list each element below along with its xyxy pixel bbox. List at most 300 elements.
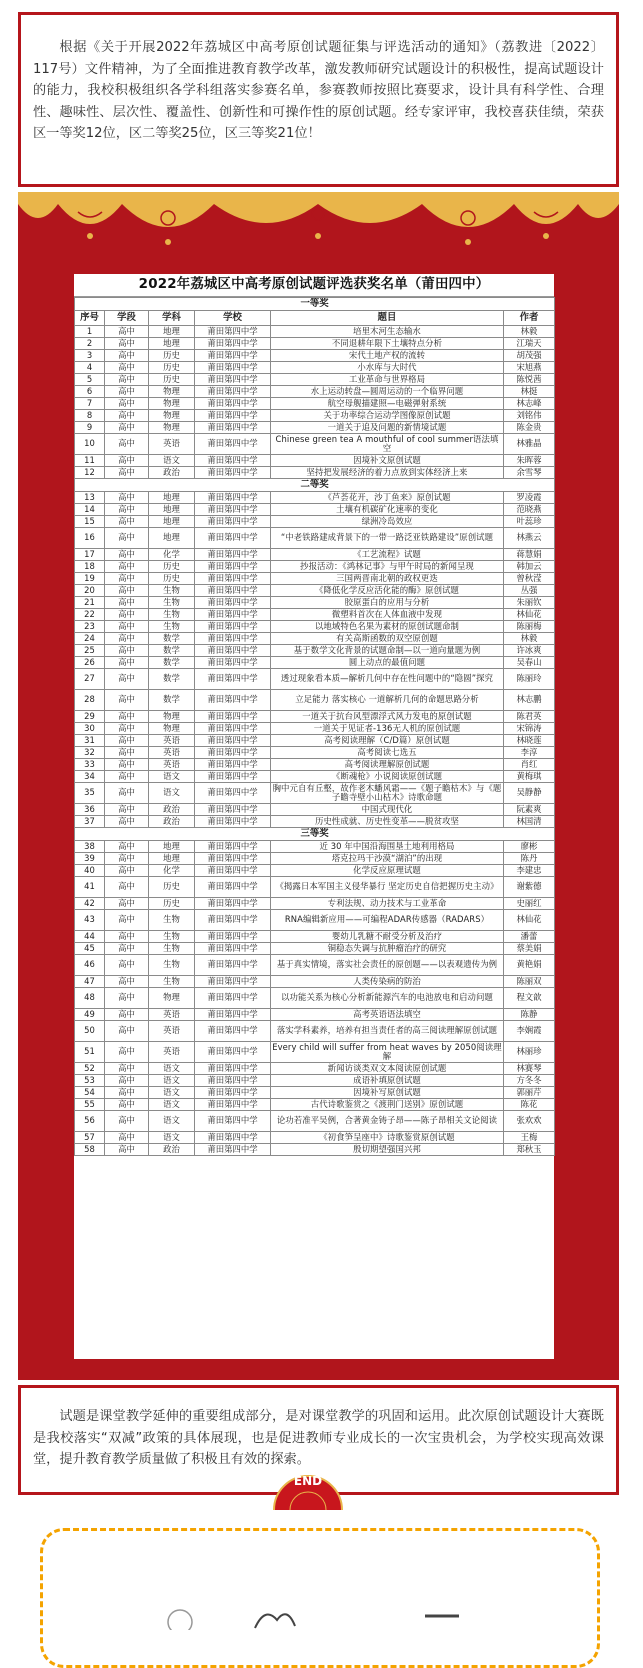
subject: 语文 [149,1075,195,1087]
school-stage: 高中 [105,422,149,434]
table-row [75,1087,555,1099]
table-row [75,386,555,398]
row-number: 40 [75,865,105,877]
school-name: 莆田第四中学 [195,609,271,621]
row-number: 5 [75,374,105,386]
table-row [75,1111,555,1132]
table-row [75,516,555,528]
school-stage: 高中 [105,410,149,422]
school-name: 莆田第四中学 [195,633,271,645]
outro-paragraph: 试题是课堂教学延伸的重要组成部分，是对课堂教学的巩固和运用。此次原创试题设计大赛既是我校落实“双减”政策的具体展现，也是促进教师专业成长的一次宝贵机会，为学校实现高效课堂，提升教育教学质量做了积极且有效的探索。 [33,1409,604,1467]
row-number: 25 [75,645,105,657]
topic-title: “中老铁路建成背景下的一带一路泛亚铁路建设”原创试题 [271,528,504,549]
row-number: 20 [75,585,105,597]
topic-title: 落实学科素养，培养有担当责任者的高三阅读理解原创试题 [271,1021,504,1042]
table-row [75,976,555,988]
row-number: 55 [75,1099,105,1111]
author-name: 肖红 [504,759,555,771]
table-row [75,561,555,573]
topic-title: 《芦荟花开，沙丁鱼来》原创试题 [271,492,504,504]
row-number: 23 [75,621,105,633]
school-stage: 高中 [105,816,149,828]
subject: 数学 [149,669,195,690]
award-list-sheet [74,274,554,1359]
topic-title: 专利法规、动力技术与工业革命 [271,898,504,910]
row-number: 6 [75,386,105,398]
author-name: 余雪琴 [504,467,555,479]
school-stage: 高中 [105,657,149,669]
subject: 生物 [149,976,195,988]
subject: 政治 [149,804,195,816]
award-table-body [75,298,555,1156]
author-name: 陈丽双 [504,976,555,988]
topic-title: 胸中元自有丘壑，故作老木蟠风霜——《题子瞻枯木》与《题子瞻寺壁小山枯木》诗歌命题 [271,783,504,804]
subject: 语文 [149,1132,195,1144]
topic-title: 高考英语语法填空 [271,1009,504,1021]
table-row [75,669,555,690]
school-stage: 高中 [105,669,149,690]
author-name: 宋旭燕 [504,362,555,374]
topic-title: 高考阅读理解原创试题 [271,759,504,771]
table-row [75,1009,555,1021]
school-name: 莆田第四中学 [195,690,271,711]
row-number: 30 [75,723,105,735]
school-stage: 高中 [105,759,149,771]
award-table [74,297,555,1156]
subject: 政治 [149,467,195,479]
subject: 地理 [149,326,195,338]
table-row [75,467,555,479]
row-number: 15 [75,516,105,528]
table-row [75,1021,555,1042]
table-row [75,326,555,338]
subject: 英语 [149,759,195,771]
row-number: 58 [75,1144,105,1156]
topic-title: 高考阅读七选五 [271,747,504,759]
row-number: 52 [75,1063,105,1075]
row-number: 26 [75,657,105,669]
subject: 英语 [149,747,195,759]
school-name: 莆田第四中学 [195,931,271,943]
author-name: 方冬冬 [504,1075,555,1087]
school-stage: 高中 [105,1144,149,1156]
subject: 生物 [149,621,195,633]
topic-title: 以地域特色名果为素材的原创试题命制 [271,621,504,633]
author-name: 林仙花 [504,910,555,931]
school-name: 莆田第四中学 [195,747,271,759]
school-name: 莆田第四中学 [195,1063,271,1075]
row-number: 28 [75,690,105,711]
topic-title: 殷切期望强国兴邦 [271,1144,504,1156]
topic-title: Every child will suffer from heat waves by 2050阅读理解 [272,1041,502,1061]
row-number: 51 [75,1042,105,1063]
school-stage: 高中 [105,1021,149,1042]
school-stage: 高中 [105,633,149,645]
author-name: 陈丽玲 [504,669,555,690]
school-stage: 高中 [105,1132,149,1144]
subject: 地理 [149,492,195,504]
row-number: 43 [75,910,105,931]
school-stage: 高中 [105,597,149,609]
author-name: 林丽珍 [504,1042,555,1063]
row-number: 44 [75,931,105,943]
topic-title: 高考阅读理解（C/D篇）原创试题 [271,735,504,747]
author-name: 林雅晶 [504,434,555,455]
school-stage: 高中 [105,338,149,350]
row-number: 31 [75,735,105,747]
author-name: 韩加云 [504,561,555,573]
row-number: 42 [75,898,105,910]
topic-title: 胶原蛋白的应用与分析 [271,597,504,609]
table-row [75,338,555,350]
topic-title: 工业革命与世界格局 [271,374,504,386]
topic-title: 《揭露日本军国主义侵华暴行 坚定历史自信把握历史主动》 [271,877,504,898]
table-row [75,783,555,804]
author-name: 陈花 [504,1099,555,1111]
school-stage: 高中 [105,326,149,338]
row-number: 46 [75,955,105,976]
table-row [75,1132,555,1144]
author-name: 陈悦茜 [504,374,555,386]
topic-title: 《初食笋呈座中》诗歌鉴赏原创试题 [271,1132,504,1144]
subject: 物理 [149,410,195,422]
table-row [75,528,555,549]
table-row [75,759,555,771]
author-name: 丛强 [504,585,555,597]
subject: 地理 [149,853,195,865]
topic-title: 《降低化学反应活化能的酶》原创试题 [271,585,504,597]
table-row [75,816,555,828]
school-name: 莆田第四中学 [195,771,271,783]
topic-title: RNA编辑新应用——可编程ADAR传感器（RADARS） [271,910,504,931]
table-row [75,657,555,669]
school-stage: 高中 [105,723,149,735]
column-header: 学科 [149,311,195,326]
author-name: 林志峰 [504,398,555,410]
topic-title: 化学反应原理试题 [271,865,504,877]
table-row [75,422,555,434]
author-name: 林燕云 [504,528,555,549]
subject: 历史 [149,350,195,362]
table-row [75,1075,555,1087]
table-row [75,877,555,898]
table-row [75,910,555,931]
topic-title: 因境补文原创试题 [271,455,504,467]
author-name: 潘蕾 [504,931,555,943]
school-name: 莆田第四中学 [195,1042,271,1063]
author-name: 李淳 [504,747,555,759]
topic-title: 不同退耕年限下土壤特点分析 [271,338,504,350]
school-name: 莆田第四中学 [195,362,271,374]
school-name: 莆田第四中学 [195,898,271,910]
subject: 历史 [149,898,195,910]
subject: 数学 [149,645,195,657]
topic-title: 一道关于抗台风型漂浮式风力发电的原创试题 [271,711,504,723]
row-number: 35 [75,783,105,804]
table-row [75,504,555,516]
subject: 地理 [149,338,195,350]
row-number: 33 [75,759,105,771]
author-name: 程文歆 [504,988,555,1009]
school-stage: 高中 [105,1042,149,1063]
school-name: 莆田第四中学 [195,723,271,735]
subject: 物理 [149,422,195,434]
school-name: 莆田第四中学 [195,434,271,455]
table-row [75,1144,555,1156]
school-name: 莆田第四中学 [195,1075,271,1087]
table-row [75,398,555,410]
school-name: 莆田第四中学 [195,504,271,516]
row-number: 14 [75,504,105,516]
school-name: 莆田第四中学 [195,374,271,386]
table-header-row [75,311,555,326]
school-name: 莆田第四中学 [195,455,271,467]
school-name: 莆田第四中学 [195,422,271,434]
author-name: 陈丽梅 [504,621,555,633]
school-name: 莆田第四中学 [195,621,271,633]
subject: 生物 [149,943,195,955]
table-row [75,362,555,374]
topic-title: 近 30 年中国沿海围垦土地利用格局 [271,841,504,853]
subject: 生物 [149,609,195,621]
table-row [75,747,555,759]
author-name: 林挺 [504,386,555,398]
award-section-header [75,828,555,841]
school-stage: 高中 [105,1075,149,1087]
table-row [75,1042,555,1063]
author-name: 朱晖蓉 [504,455,555,467]
school-stage: 高中 [105,690,149,711]
row-number: 50 [75,1021,105,1042]
topic-title: 塔克拉玛干沙漠“湖泊”的出现 [271,853,504,865]
school-stage: 高中 [105,573,149,585]
subject: 地理 [149,841,195,853]
school-name: 莆田第四中学 [195,410,271,422]
school-stage: 高中 [105,350,149,362]
author-name: 廖彬 [504,841,555,853]
author-name: 叶蕊珍 [504,516,555,528]
table-row [75,573,555,585]
row-number: 41 [75,877,105,898]
table-row [75,492,555,504]
column-header: 学段 [105,311,149,326]
row-number: 57 [75,1132,105,1144]
school-name: 莆田第四中学 [195,561,271,573]
table-row [75,434,555,455]
row-number: 4 [75,362,105,374]
school-name: 莆田第四中学 [195,759,271,771]
subject: 化学 [149,549,195,561]
topic-title: Chinese green tea A mouthful of cool summer语法填空 [271,434,504,455]
table-row [75,723,555,735]
school-name: 莆田第四中学 [195,841,271,853]
row-number: 11 [75,455,105,467]
row-number: 12 [75,467,105,479]
topic-title: 微塑料首次在人体血液中发现 [271,609,504,621]
school-stage: 高中 [105,1111,149,1132]
column-header: 序号 [75,311,105,326]
subject: 语文 [149,771,195,783]
school-name: 莆田第四中学 [195,1111,271,1132]
author-name: 陈静 [504,1009,555,1021]
award-section-header [75,298,555,311]
author-name: 陈金贵 [504,422,555,434]
school-stage: 高中 [105,455,149,467]
row-number: 54 [75,1087,105,1099]
school-stage: 高中 [105,467,149,479]
topic-title: 坚持把发展经济的着力点放到实体经济上来 [271,467,504,479]
row-number: 38 [75,841,105,853]
school-name: 莆田第四中学 [195,1099,271,1111]
section-label: 三等奖 [75,828,555,841]
author-name: 吴静静 [504,783,555,804]
topic-title: 成语补填原创试题 [271,1075,504,1087]
school-name: 莆田第四中学 [195,326,271,338]
school-stage: 高中 [105,621,149,633]
topic-title: 基于真实情境，落实社会责任的原创题——以表观遗传为例 [271,955,504,976]
topic-title: 婴幼儿乳糖不耐受分析及治疗 [271,931,504,943]
table-row [75,597,555,609]
subject: 物理 [149,398,195,410]
subject: 语文 [149,1099,195,1111]
school-stage: 高中 [105,504,149,516]
school-stage: 高中 [105,841,149,853]
author-name: 林国清 [504,816,555,828]
subject: 英语 [149,735,195,747]
topic-title: 圆上动点的最值问题 [271,657,504,669]
school-name: 莆田第四中学 [195,1009,271,1021]
author-name: 陈君英 [504,711,555,723]
intro-paragraph: 根据《关于开展2022年荔城区中高考原创试题征集与评选活动的通知》（荔教进〔2022〕117号）文件精神，为了全面推进教育教学改革，激发教师研究试题设计的积极性，提高试题设计的能力，我校积极组织各学科组落实参赛名单，参赛教师按照比赛要求，设计具有科学性、合理性、趣味性、层次性、覆盖性、创新性和可操作性的原创试题。经专家评审，我校喜获佳绩，荣获区一等奖12位，区二等奖25位，区三等奖21位！ [33,40,604,141]
subject: 英语 [149,1042,195,1063]
school-stage: 高中 [105,645,149,657]
topic-title: 古代诗歌鉴赏之《渡荆门送别》原创试题 [271,1099,504,1111]
intro-textbox [18,12,619,187]
table-row [75,988,555,1009]
school-name: 莆田第四中学 [195,1132,271,1144]
school-name: 莆田第四中学 [195,865,271,877]
school-stage: 高中 [105,853,149,865]
school-stage: 高中 [105,362,149,374]
subject: 化学 [149,865,195,877]
topic-title: 水上运动转盘—圆周运动的一个临界问题 [271,386,504,398]
topic-title: 航空母舰描建照—电磁弹射系统 [271,398,504,410]
subject: 政治 [149,1144,195,1156]
school-stage: 高中 [105,386,149,398]
topic-title: 抄报活动：《鸿林记事》与甲午时局的新闻呈现 [271,561,504,573]
author-name: 林赛琴 [504,1063,555,1075]
school-stage: 高中 [105,711,149,723]
subject: 物理 [149,386,195,398]
row-number: 2 [75,338,105,350]
subject: 生物 [149,910,195,931]
topic-title: 《工艺流程》试题 [271,549,504,561]
school-name: 莆田第四中学 [195,597,271,609]
topic-title: 中国式现代化 [271,804,504,816]
subject: 物理 [149,988,195,1009]
subject: 历史 [149,877,195,898]
author-name: 林毅 [504,326,555,338]
row-number: 48 [75,988,105,1009]
school-name: 莆田第四中学 [195,669,271,690]
author-name: 阮素爽 [504,804,555,816]
row-number: 8 [75,410,105,422]
subject: 地理 [149,528,195,549]
subject: 历史 [149,362,195,374]
school-stage: 高中 [105,735,149,747]
school-name: 莆田第四中学 [195,988,271,1009]
author-name: 许冰爽 [504,645,555,657]
row-number: 49 [75,1009,105,1021]
table-row [75,455,555,467]
school-name: 莆田第四中学 [195,350,271,362]
school-stage: 高中 [105,865,149,877]
row-number: 17 [75,549,105,561]
subject: 生物 [149,955,195,976]
school-stage: 高中 [105,398,149,410]
topic-title: 基于数学文化背景的试题命制—以一道向量题为例 [271,645,504,657]
column-header: 作者 [504,311,555,326]
author-name: 林志鹏 [504,690,555,711]
table-row [75,621,555,633]
author-name: 范晓燕 [504,504,555,516]
row-number: 10 [75,434,105,455]
school-stage: 高中 [105,609,149,621]
table-row [75,1063,555,1075]
row-number: 47 [75,976,105,988]
author-name: 史丽红 [504,898,555,910]
school-stage: 高中 [105,804,149,816]
table-row [75,1099,555,1111]
row-number: 1 [75,326,105,338]
table-row [75,711,555,723]
topic-title: 《断魂枪》小说阅读原创试题 [271,771,504,783]
table-row [75,609,555,621]
row-number: 39 [75,853,105,865]
subject: 数学 [149,657,195,669]
subject: 物理 [149,711,195,723]
subject: 政治 [149,816,195,828]
row-number: 24 [75,633,105,645]
author-name: 林仙花 [504,609,555,621]
author-name: 林毅 [504,633,555,645]
topic-title: 因境补写原创试题 [271,1087,504,1099]
subject: 生物 [149,931,195,943]
row-number: 56 [75,1111,105,1132]
column-header: 题目 [271,311,504,326]
school-stage: 高中 [105,931,149,943]
subject: 英语 [149,1021,195,1042]
school-stage: 高中 [105,747,149,759]
school-stage: 高中 [105,492,149,504]
topic-title: 透过现象看本质—解析几何中存在性问题中的“隐圆”探究 [271,669,504,690]
school-name: 莆田第四中学 [195,943,271,955]
school-stage: 高中 [105,1009,149,1021]
subject: 历史 [149,573,195,585]
school-name: 莆田第四中学 [195,573,271,585]
row-number: 16 [75,528,105,549]
school-stage: 高中 [105,374,149,386]
author-name: 王梅 [504,1132,555,1144]
school-name: 莆田第四中学 [195,645,271,657]
section-label: 二等奖 [75,479,555,492]
subject: 语文 [149,1087,195,1099]
row-number: 37 [75,816,105,828]
school-stage: 高中 [105,516,149,528]
table-row [75,410,555,422]
school-stage: 高中 [105,910,149,931]
author-name: 郑秋玉 [504,1144,555,1156]
